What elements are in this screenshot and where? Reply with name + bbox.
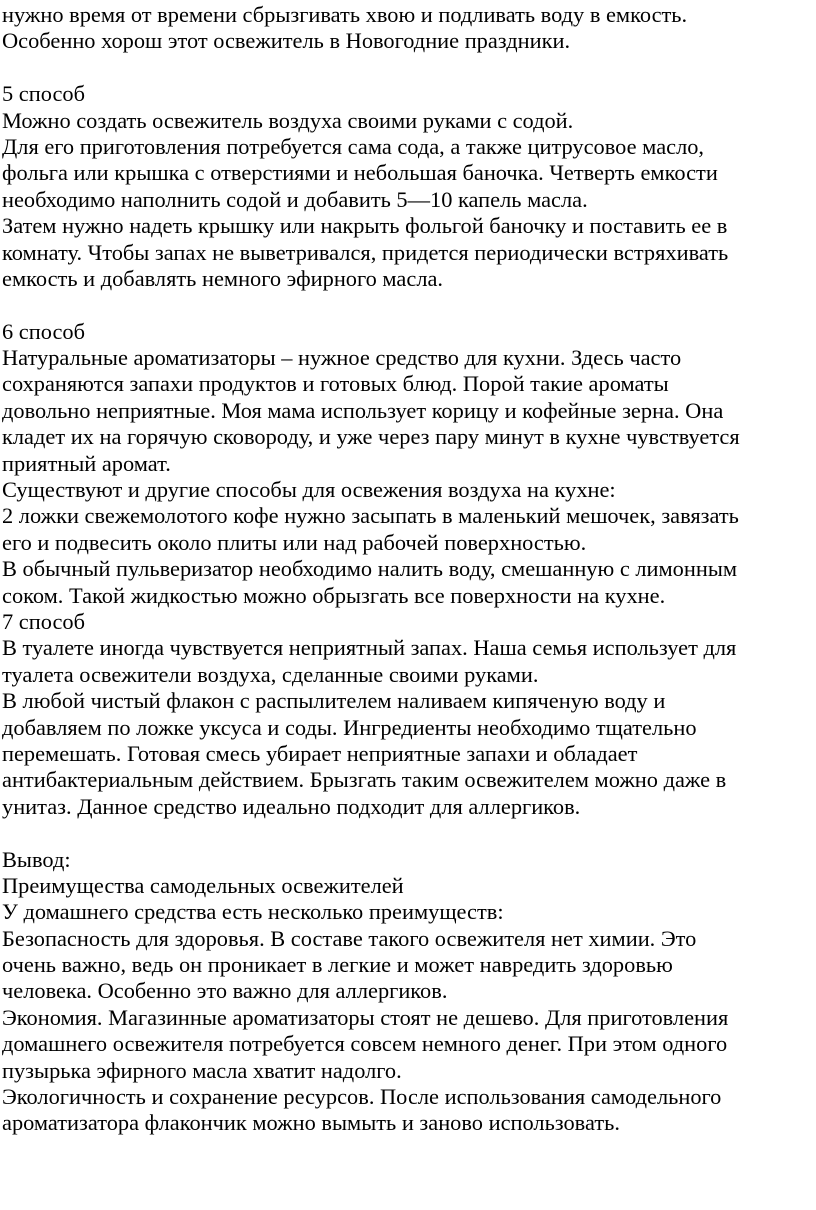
text-line: Затем нужно надеть крышку или накрыть фольгой баночку и поставить ее в	[2, 213, 728, 239]
section-heading: 5 способ	[2, 81, 85, 107]
text-line: человека. Особенно это важно для аллергиков.	[2, 978, 448, 1004]
text-line: домашнего освежителя потребуется совсем немного денег. При этом одного	[2, 1031, 728, 1057]
text-line: В обычный пульверизатор необходимо налить воду, смешанную с лимонным	[2, 556, 738, 582]
text-line: Безопасность для здоровья. В составе такого освежителя нет химии. Это	[2, 925, 697, 951]
text-line: довольно неприятные. Моя мама использует корицу и кофейные зерна. Она	[2, 397, 724, 423]
text-line: кладет их на горячую сковороду, и уже через пару минут в кухне чувствуется	[2, 424, 740, 450]
text-line: сохраняются запахи продуктов и готовых блюд. Порой такие ароматы	[2, 371, 669, 397]
text-line: емкость и добавлять немного эфирного масла.	[2, 265, 444, 291]
text-line: очень важно, ведь он проникает в легкие и может навредить здоровью	[2, 952, 673, 978]
text-line: Экономия. Магазинные ароматизаторы стоят не дешево. Для приготовления	[2, 1004, 729, 1030]
text-line: В любой чистый флакон с распылителем наливаем кипяченую воду и	[2, 688, 666, 714]
text-line: необходимо наполнить содой и добавить 5—10 капель масла.	[2, 186, 588, 212]
text-line: Существуют и другие способы для освежения воздуха на кухне:	[2, 477, 616, 503]
text-line: перемешать. Готовая смесь убирает неприятные запахи и обладает	[2, 740, 638, 766]
text-line: Особенно хорош этот освежитель в Новогодние праздники.	[2, 28, 571, 54]
text-line: ароматизатора флакончик можно вымыть и заново использовать.	[2, 1110, 620, 1136]
text-line: Экологичность и сохранение ресурсов. После использования самодельного	[2, 1084, 722, 1110]
text-line: фольга или крышка с отверстиями и небольшая баночка. Четверть емкости	[2, 160, 718, 186]
blank-line	[2, 55, 816, 81]
text-line: У домашнего средства есть несколько преимуществ:	[2, 899, 504, 925]
text-line: комнату. Чтобы запах не выветривался, придется периодически встряхивать	[2, 239, 729, 265]
blank-line	[2, 820, 816, 846]
text-line: антибактериальным действием. Брызгать таким освежителем можно даже в	[2, 767, 727, 793]
text-line: Натуральные ароматизаторы – нужное средство для кухни. Здесь часто	[2, 345, 682, 371]
text-line: туалета освежители воздуха, сделанные своими руками.	[2, 661, 539, 687]
text-line: соком. Такой жидкостью можно обрызгать все поверхности на кухне.	[2, 582, 666, 608]
section-heading: 6 способ	[2, 318, 85, 344]
text-line: Для его приготовления потребуется сама сода, а также цитрусовое масло,	[2, 133, 705, 159]
conclusion-heading: Вывод:	[2, 846, 71, 872]
text-line: В туалете иногда чувствуется неприятный запах. Наша семья использует для	[2, 635, 737, 661]
text-line: унитаз. Данное средство идеально подходит для аллергиков.	[2, 793, 581, 819]
text-line: его и подвесить около плиты или над рабочей поверхностью.	[2, 529, 587, 555]
text-line: Преимущества самодельных освежителей	[2, 872, 404, 898]
blank-line	[2, 292, 816, 318]
text-line: нужно время от времени сбрызгивать хвою и подливать воду в емкость.	[2, 2, 688, 27]
text-line: пузырька эфирного масла хватит надолго.	[2, 1057, 402, 1083]
text-line: Можно создать освежитель воздуха своими руками с содой.	[2, 107, 574, 133]
text-line: добавляем по ложке уксуса и соды. Ингредиенты необходимо тщательно	[2, 714, 697, 740]
text-line: 2 ложки свежемолотого кофе нужно засыпать в маленький мешочек, завязать	[2, 503, 739, 529]
section-heading: 7 способ	[2, 608, 85, 634]
text-line: приятный аромат.	[2, 450, 171, 476]
